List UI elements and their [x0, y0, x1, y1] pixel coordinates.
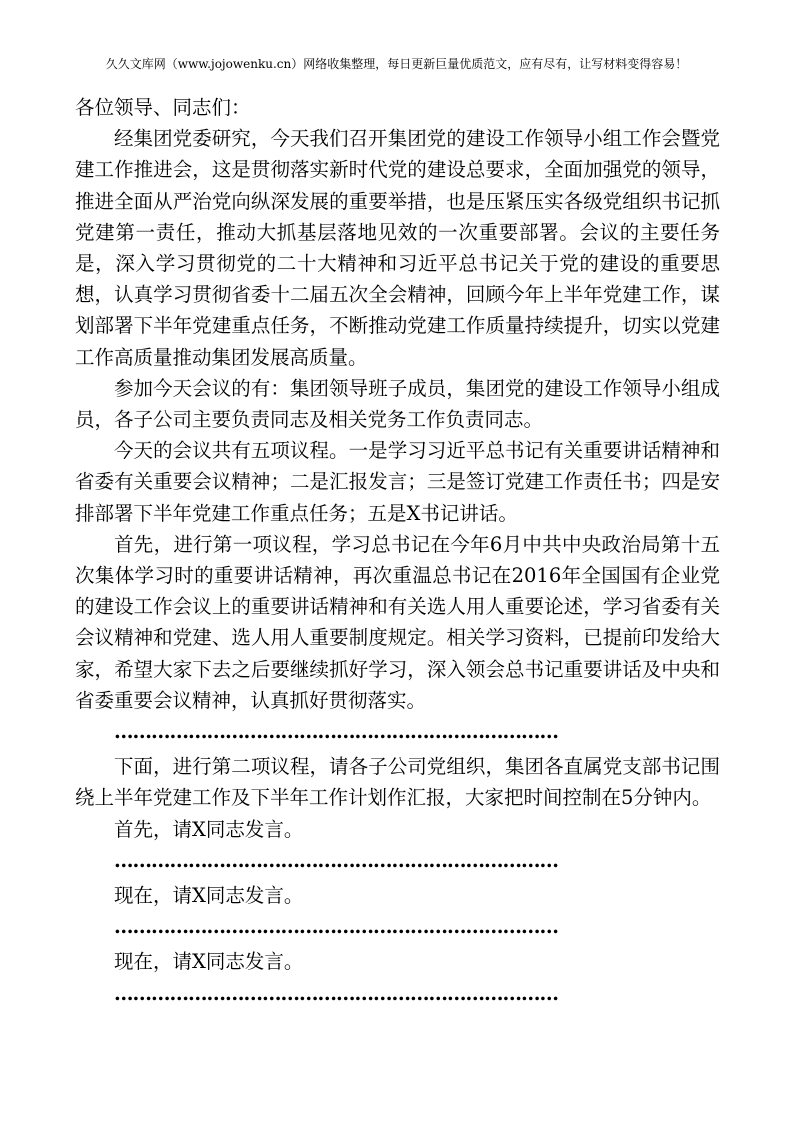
paragraph-first-item: 首先，进行第一项议程，学习总书记在今年6月中共中央政治局第十五次集体学习时的重要讲话精神，再次重温总书记在2016年全国国有企业党的建设工作会议上的重要讲话精神和有关选人用人重要论述，学习省委有关会议精神和党建、选人用人重要制度规定。相关学习资料，已提前印发给大家，希望大家下去之后要继续抓好学习，深入领会总书记重要讲话及中央和省委重要会议精神，认真抓好贯彻落实。: [75, 532, 720, 712]
speaker-line-3: 现在，请X同志发言。: [114, 950, 304, 974]
salutation: 各位领导、同志们：: [75, 96, 251, 119]
ellipsis-divider: ………………………………………………………………: [114, 848, 558, 872]
ellipsis-divider: ………………………………………………………………: [114, 981, 558, 1005]
paragraph-attendees: 参加今天会议的有：集团领导班子成员，集团党的建设工作领导小组成员，各子公司主要负责同志及相关党务工作负责同志。: [75, 376, 720, 432]
paragraph-agenda: 今天的会议共有五项议程。一是学习习近平总书记有关重要讲话精神和省委有关重要会议精神；二是汇报发言；三是签订党建工作责任书；四是安排部署下半年党建工作重点任务；五是X书记讲话。: [75, 439, 720, 525]
ellipsis-divider: ………………………………………………………………: [114, 720, 558, 744]
paragraph-opening: 经集团党委研究，今天我们召开集团党的建设工作领导小组工作会暨党建工作推进会，这是贯彻落实新时代党的建设总要求，全面加强党的领导，推进全面从严治党向纵深发展的重要举措，也是压紧压实各级党组织书记抓党建第一责任，推动大抓基层落地见效的一次重要部署。会议的主要任务是，深入学习贯彻党的二十大精神和习近平总书记关于党的建设的重要思想，认真学习贯彻省委十二届五次全会精神，回顾今年上半年党建工作，谋划部署下半年党建重点任务，不断推动党建工作质量持续提升，切实以党建工作高质量推动集团发展高质量。: [75, 127, 720, 369]
document-body: [75, 92, 720, 1009]
speaker-line-2: 现在，请X同志发言。: [114, 884, 304, 908]
ellipsis-divider: ………………………………………………………………: [114, 915, 558, 939]
page-header: 久久文库网（www.jojowenku.cn）网络收集整理，每日更新巨量优质范文，应有尽有，让写材料变得容易！: [105, 57, 688, 71]
speaker-line-1: 首先，请X同志发言。: [114, 817, 304, 841]
paragraph-second-item: 下面，进行第二项议程，请各子公司党组织，集团各直属党支部书记围绕上半年党建工作及下半年工作计划作汇报，大家把时间控制在5分钟内。: [75, 755, 720, 810]
